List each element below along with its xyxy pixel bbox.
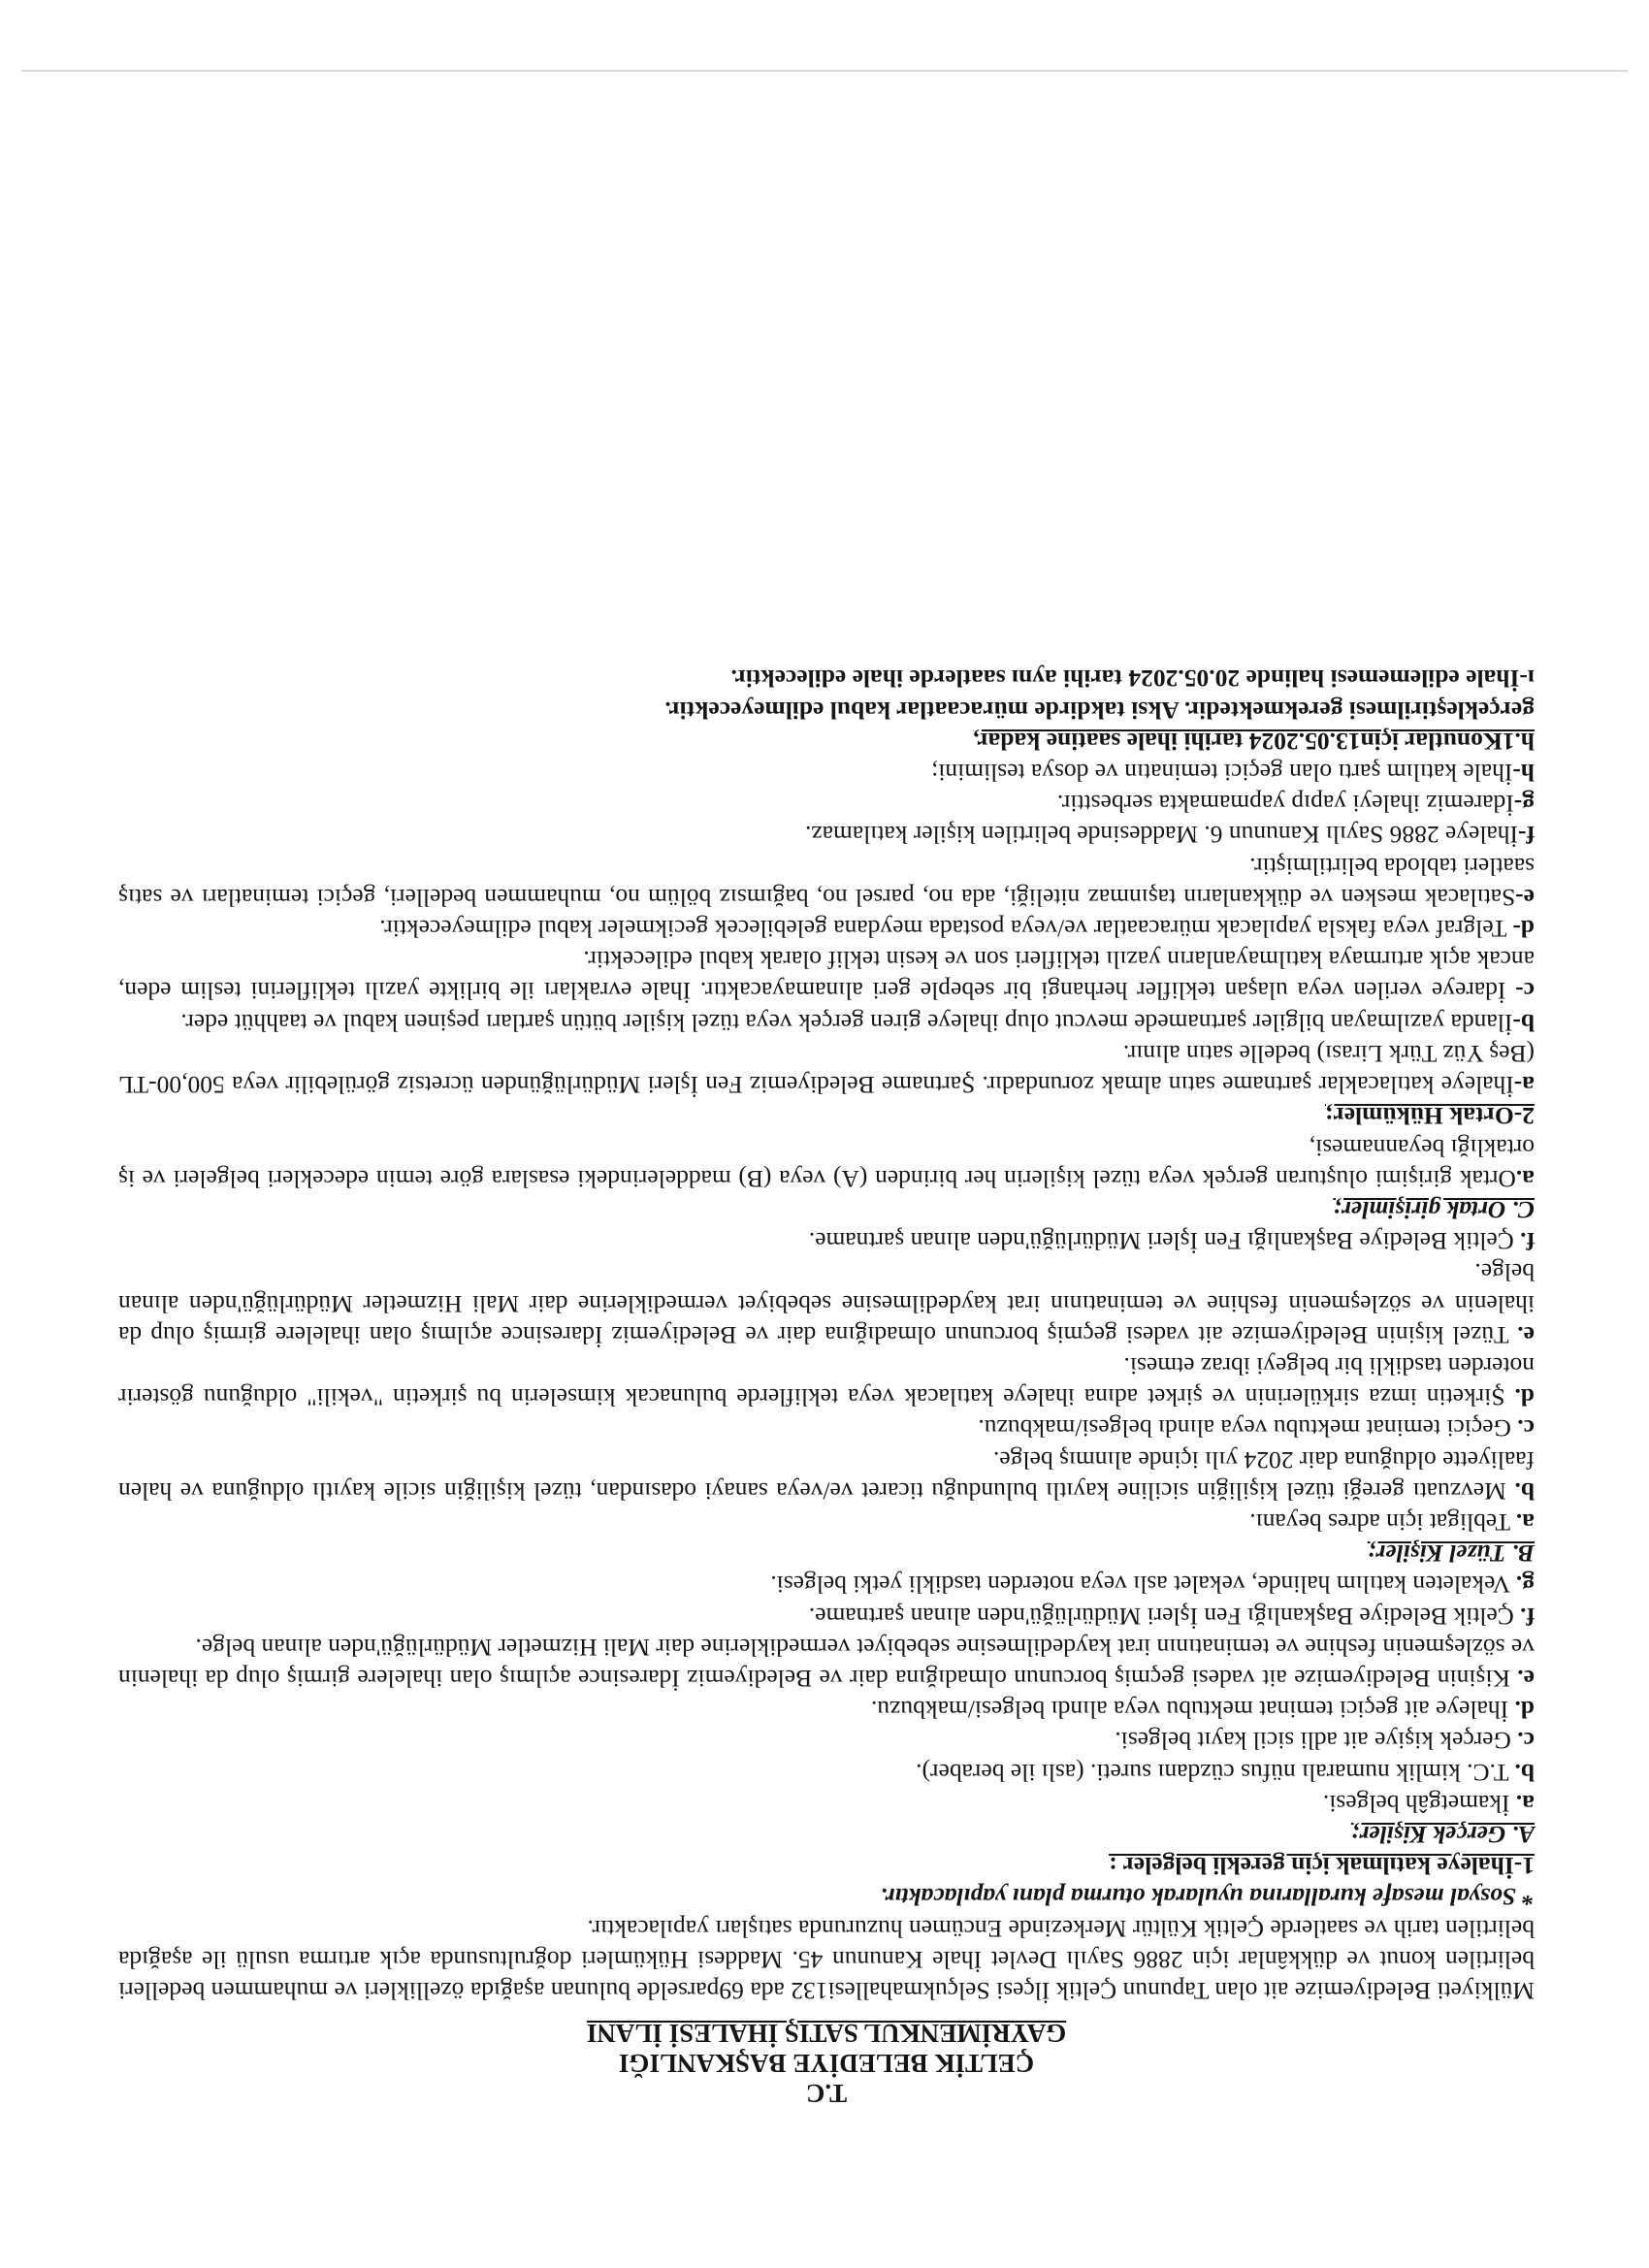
list-item: f. Çeltik Belediye Başkanlığı Fen İşleri Müdürlüğü'nden alınan şartname. <box>808 1602 1535 1631</box>
list-item: f-İhaleye 2886 Sayılı Kanunun 6. Maddesinde belirtilen kişiler katılamaz. <box>804 821 1535 850</box>
list-item: e-Satılacak mesken ve dükkanların taşınmaz niteliği, ada no, parsel no, bağımsız bölüm no, muhammen bedelleri, geçici teminatları ve satış saatleri tabloda belirtilmiştir. <box>118 852 1535 912</box>
list-item: c. Geçici teminat mektubu veya alındı belgesi/makbuzu. <box>978 1414 1535 1443</box>
list-item: d. Şirketin imza sirkülerinin ve şirket adına ihaleye katılacak veya tekliflerde bulunacak kimselerin bu şirketin "vekili" olduğunu gösterir noterden tasdikli bir belgeyi ibraz etmesi. <box>118 1351 1535 1412</box>
section-b-heading: B. Tüzel Kişiler; <box>1367 1539 1535 1569</box>
list-item: h-İhale katılım şartı olan geçici teminatın ve dosya teslimini; <box>931 759 1535 788</box>
section-a-heading: A. Gerçek Kişiler; <box>1350 1820 1535 1849</box>
list-item: b. Mevzuatı gereği tüzel kişiliğin siciline kayıtlı bulunduğu ticaret ve/veya sanayi odasından, tüzel kişiliğin sicile kayıtlı olduğuna ve halen faaliyette olduğuna dair 2024 yılı içinde alınmış belge. <box>117 1445 1535 1506</box>
list-item: a. Tebligat için adres beyanı. <box>1249 1507 1535 1537</box>
list-item: d- Telgraf veya faksla yapılacak müracaatlar ve/veya postada meydana gelebilecek gecikmeler kabul edilmeyecektir. <box>379 915 1535 944</box>
list-item: e. Kişinin Belediyemize ait vadesi geçmiş borcunun olmadığına dair ve Belediyemiz İdaresince açılmış olan ihalelere girmiş olup da ihalenin ve sözleşmenin feshine ve teminatının irat kaydedilmesine sebebiyet vermediklerine dair Mali Hizmetler Müdürlüğü'nden alınan belge. <box>117 1633 1535 1693</box>
list-item: d. İhaleye ait geçici teminat mektubu veya alındı belgesi/makbuzu. <box>870 1696 1535 1725</box>
header-line-2: ÇELTİK BELEDİYE BAŞKANLIĞI <box>618 2049 1035 2078</box>
list-item: a-İhaleye katılacaklar şartname satın almak zorundadır. Şartname Belediyemiz Fen İşleri Müdürlüğünden ücretsiz görülebilir veya 500,00-TL (Beş Yüz Türk Lirası) bedelle satın alınır. <box>118 1039 1535 1100</box>
list-item: e. Tüzel kişinin Belediyemize ait vadesi geçmiş borcunun olmadığına dair ve Belediyemiz İdaresince açılmış olan ihalelere girmiş olup da ihalenin ve sözleşmenin feshine ve teminatının irat kaydedilmesine sebebiyet vermediklerine dair Mali Hizmetler Müdürlüğü'nden alınan belge. <box>118 1258 1535 1349</box>
announcement-title: GAYRİMENKUL SATIŞ İHALESİ İLANI <box>586 2019 1067 2048</box>
seating-notice: * Sosyal mesafe kurallarına uyularak oturma planı yapılacaktır. <box>880 1883 1535 1912</box>
intro-paragraph: Mülkiyeti Belediyemize ait olan Tapunun Çeltik İlçesi Selçukmahallesi132 ada 69parselde bulunan aşağıda özellikleri ve muhammen bedelleri belirtilen konut ve dükkânlar için 2886 Sayılı Devlet İhale Kanunun 45. Maddesi Hükümleri doğrultusunda açık artırma usulü ile aşağıda belirtilen tarih ve saatlerde Çeltik Kültür Merkezinde Encümen huzurunda satışları yapılacaktır. <box>118 1914 1535 2005</box>
list-item: b. T.C. kimlik numaralı nüfus cüzdanı sureti. (aslı ile beraber). <box>916 1758 1535 1787</box>
list-item: c. Gerçek kişiye ait adli sicil kayıt belgesi. <box>1115 1727 1535 1756</box>
section1-title: 1-İhaleye katılmak için gerekli belgeler : <box>1109 1852 1535 1881</box>
deadline-line: h.1Konutlar için13.05.2024 tarihi ihale saatine kadar, <box>973 727 1535 756</box>
section-c-heading: C. Ortak girişimler; <box>1333 1195 1535 1224</box>
header-line-3 <box>118 2018 1535 2048</box>
header-line-1: T.C <box>805 2079 848 2108</box>
announcement-document <box>118 663 1535 2108</box>
section2-title: 2-Ortak Hükümler; <box>1324 1102 1535 1131</box>
list-item: a.Ortak girişimi oluşturan gerçek veya tüzel kişilerin her birinden (A) veya (B) maddelerindeki esaslara göre temin edecekleri belgeleri ve iş ortaklığı beyannamesi, <box>118 1133 1535 1193</box>
list-item: g-İdaremiz ihaleyi yapıp yapmamakta serbesttir. <box>1056 790 1535 819</box>
list-item: f. Çeltik Belediye Başkanlığı Fen İşleri Müdürlüğü'nden alınan şartname. <box>808 1227 1535 1256</box>
list-item: g. Vekaleten katılım halinde, vekalet aslı veya noterden tasdikli yetki belgesi. <box>770 1571 1535 1600</box>
list-item: a. İkametgâh belgesi. <box>1322 1789 1535 1818</box>
final-line: ı-İhale edilememesi halinde 20.05.2024 tarihi aynı saatlerde ihale edilecektir. <box>730 664 1535 694</box>
list-item: b-İlanda yazılmayan bilgiler şartnamede mevcut olup ihaleye giren gerçek veya tüzel kişiler bütün şartları peşinen kabul ve taahhüt eder. <box>180 1008 1535 1037</box>
warning-line: gerçekleştirilmesi gerekmektedir. Aksi takdirde müracaatlar kabul edilmeyecektir. <box>664 696 1535 725</box>
list-item: c- İdareye verilen veya ulaşan teklifler herhangi bir sebeple geri alınamayacaktır. İhale evrakları ile birlikte yazılı tekliflerini teslim eden, ancak açık artırmaya katılmayanların yazılı teklifleri son ve kesin teklif olarak kabul edilecektir. <box>118 946 1535 1006</box>
